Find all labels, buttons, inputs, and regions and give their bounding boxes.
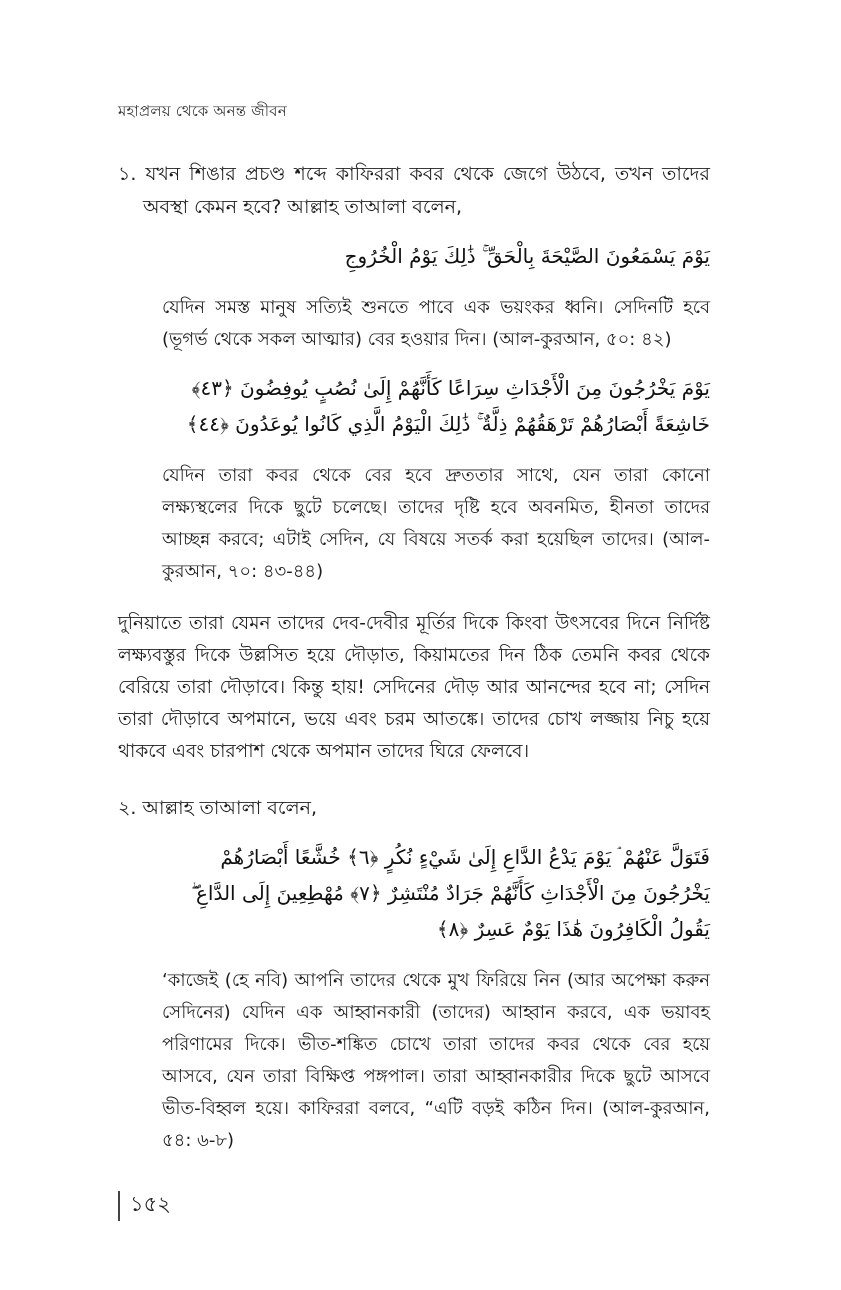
translation-3: ‘কাজেই (হে নবি) আপনি তাদের থেকে মুখ ফিরিয়ে নিন (আর অপেক্ষা করুন সেদিনের) যেদিন এক আহ্বানকারী (তাদের) আহ্বান করবে, এক ভয়াবহ পরিণামের দিকে। ভীত-শঙ্কিত চোখে তারা তাদের কবর থেকে বের হয়ে আসবে, যেন তারা বিক্ষিপ্ত পঙ্গপাল। তারা আহ্বানকারীর দিকে ছুটে আসবে ভীত-বিহ্বল হয়ে। কাফিররা বলবে, “এটি বড়ই কঠিন দিন। (আল-কুরআন, ৫৪: ৬-৮) bbox=[162, 970, 710, 1151]
translation-2: যেদিন তারা কবর থেকে বের হবে দ্রুততার সাথে, যেন তারা কোনো লক্ষ্যস্থলের দিকে ছুটে চলেছে। তাদের দৃষ্টি হবে অবনমিত, হীনতা তাদের আচ্ছন্ন করবে; এটাই সেদিন, যে বিষয়ে সতর্ক করা হয়েছিল তাদের। (আল-কুরআন, ৭০: ৪৩-৪৪) bbox=[162, 465, 710, 582]
page-number: ১৫২ bbox=[130, 1192, 171, 1216]
item-2-lead: ২. আল্লাহ তাআলা বলেন, bbox=[118, 797, 318, 819]
page-content bbox=[118, 158, 710, 1167]
arabic-verse-3: فَتَوَلَّ عَنْهُمْ ۘ يَوْمَ يَدْعُ الدَّاعِ إِلَىٰ شَيْءٍ نُكُرٍ ﴿٦﴾ خُشَّعًا أَبْصَارُهُمْ يَخْرُجُونَ مِنَ الْأَجْدَاثِ كَأَنَّهُمْ جَرَادٌ مُنْتَشِرٌ ﴿٧﴾ مُهْطِعِينَ إِلَى الدَّاعِ ۖ يَقُولُ الْكَافِرُونَ هَٰذَا يَوْمٌ عَسِرٌ ﴿٨﴾ bbox=[190, 845, 710, 941]
footer-rule bbox=[118, 1191, 120, 1221]
body-paragraph: দুনিয়াতে তারা যেমন তাদের দেব-দেবীর মূর্তির দিকে কিংবা উৎসবের দিনে নির্দিষ্ট লক্ষ্যবস্তুর দিকে উল্লসিত হয়ে দৌড়াত, কিয়ামতের দিন ঠিক তেমনি কবর থেকে বেরিয়ে তারা দৌড়াবে। কিন্তু হায়! সেদিনের দৌড় আর আনন্দের হবে না; সেদিন তারা দৌড়াবে অপমানে, ভয়ে এবং চরম আতঙ্কে। তাদের চোখ লজ্জায় নিচু হয়ে থাকবে এবং চারপাশ থেকে অপমান তাদের ঘিরে ফেলবে। bbox=[118, 613, 710, 762]
translation-1: যেদিন সমস্ত মানুষ সত্যিই শুনতে পাবে এক ভয়ংকর ধ্বনি। সেদিনটি হবে (ভূগর্ভ থেকে সকল আত্মার) বের হওয়ার দিন। (আল-কুরআন, ৫০: ৪২) bbox=[162, 297, 710, 350]
item-1-lead: ১. যখন শিঙার প্রচণ্ড শব্দে কাফিররা কবর থেকে জেগে উঠবে, তখন তাদের অবস্থা কেমন হবে? আল্লাহ তাআলা বলেন, bbox=[118, 163, 710, 218]
arabic-verse-2: يَوْمَ يَخْرُجُونَ مِنَ الْأَجْدَاثِ سِرَاعًا كَأَنَّهُمْ إِلَىٰ نُصُبٍ يُوفِضُونَ ﴿٤٣﴾ خَاشِعَةً أَبْصَارُهُمْ تَرْهَقُهُمْ ذِلَّةٌ ۚ ذَٰلِكَ الْيَوْمُ الَّذِي كَانُوا يُوعَدُونَ ﴿٤٤﴾ bbox=[186, 376, 710, 436]
arabic-verse-1: يَوْمَ يَسْمَعُونَ الصَّيْحَةَ بِالْحَقِّ ۚ ذَٰلِكَ يَوْمُ الْخُرُوجِ bbox=[344, 244, 710, 268]
page-footer bbox=[118, 1188, 171, 1223]
running-header: মহাপ্রলয় থেকে অনন্ত জীবন bbox=[118, 102, 287, 120]
